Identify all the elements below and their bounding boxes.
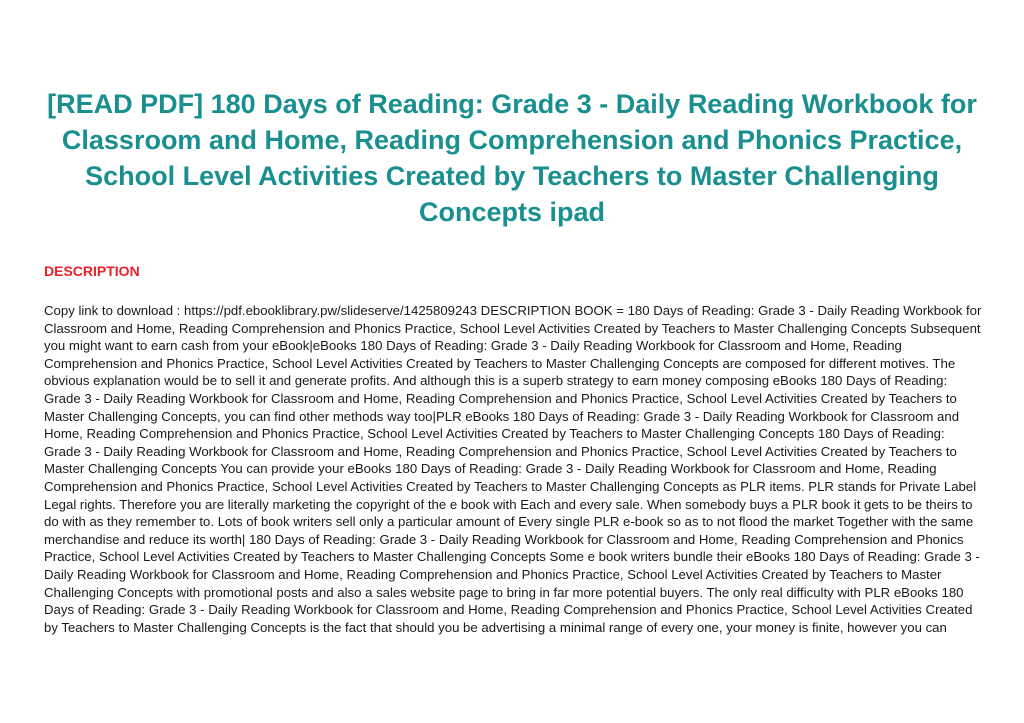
document-title: [READ PDF] 180 Days of Reading: Grade 3 - Daily Reading Workbook for Classroom and Home, Reading Comprehension and Phonics Practice, School Level Activities Created by Teachers to Master Challenging Concepts ipad	[47, 89, 977, 227]
description-heading: DESCRIPTION	[44, 263, 140, 279]
description-body: Copy link to download : https://pdf.ebooklibrary.pw/slideserve/1425809243 DESCRIPTION BOOK = 180 Days of Reading: Grade 3 - Daily Reading Workbook for Classroom and Home, Reading Comprehension and Phonics Practice, School Level Activities Created by Teachers to Master Challenging Concepts Subsequent you might want to earn cash from your eBook|eBooks 180 Days of Reading: Grade 3 - Daily Reading Workbook for Classroom and Home, Reading Comprehension and Phonics Practice, School Level Activities Created by Teachers to Master Challenging Concepts are composed for different motives. The obvious explanation would be to sell it and generate profits. And although this is a superb strategy to earn money composing eBooks 180 Days of Reading: Grade 3 - Daily Reading Workbook for Classroom and Home, Reading Comprehension and Phonics Practice, School Level Activities Created by Teachers to Master Challenging Concepts, you can find other methods way too|PLR eBooks 180 Days of Reading: Grade 3 - Daily Reading Workbook for Classroom and Home, Reading Comprehension and Phonics Practice, School Level Activities Created by Teachers to Master Challenging Concepts 180 Days of Reading: Grade 3 - Daily Reading Workbook for Classroom and Home, Reading Comprehension and Phonics Practice, School Level Activities Created by Teachers to Master Challenging Concepts You can provide your eBooks 180 Days of Reading: Grade 3 - Daily Reading Workbook for Classroom and Home, Reading Comprehension and Phonics Practice, School Level Activities Created by Teachers to Master Challenging Concepts as PLR items. PLR stands for Private Label Legal rights. Therefore you are literally marketing the copyright of the e book with Each and every sale. When somebody buys a PLR book it gets to be theirs to do with as they remember to. Lots of book writers sell only a particular amount of Every single PLR e-book so as to not flood the market Together with the same merchandise and reduce its worth| 180 Days of Reading: Grade 3 - Daily Reading Workbook for Classroom and Home, Reading Comprehension and Phonics Practice, School Level Activities Created by Teachers to Master Challenging Concepts Some e book writers bundle their eBooks 180 Days of Reading: Grade 3 - Daily Reading Workbook for Classroom and Home, Reading Comprehension and Phonics Practice, School Level Activities Created by Teachers to Master Challenging Concepts with promotional posts and also a sales website page to bring in far more potential buyers. The only real difficulty with PLR eBooks 180 Days of Reading: Grade 3 - Daily Reading Workbook for Classroom and Home, Reading Comprehension and Phonics Practice, School Level Activities Created by Teachers to Master Challenging Concepts is the fact that should you be advertising a minimal range of every one, your money is finite, however you can	[44, 303, 982, 635]
